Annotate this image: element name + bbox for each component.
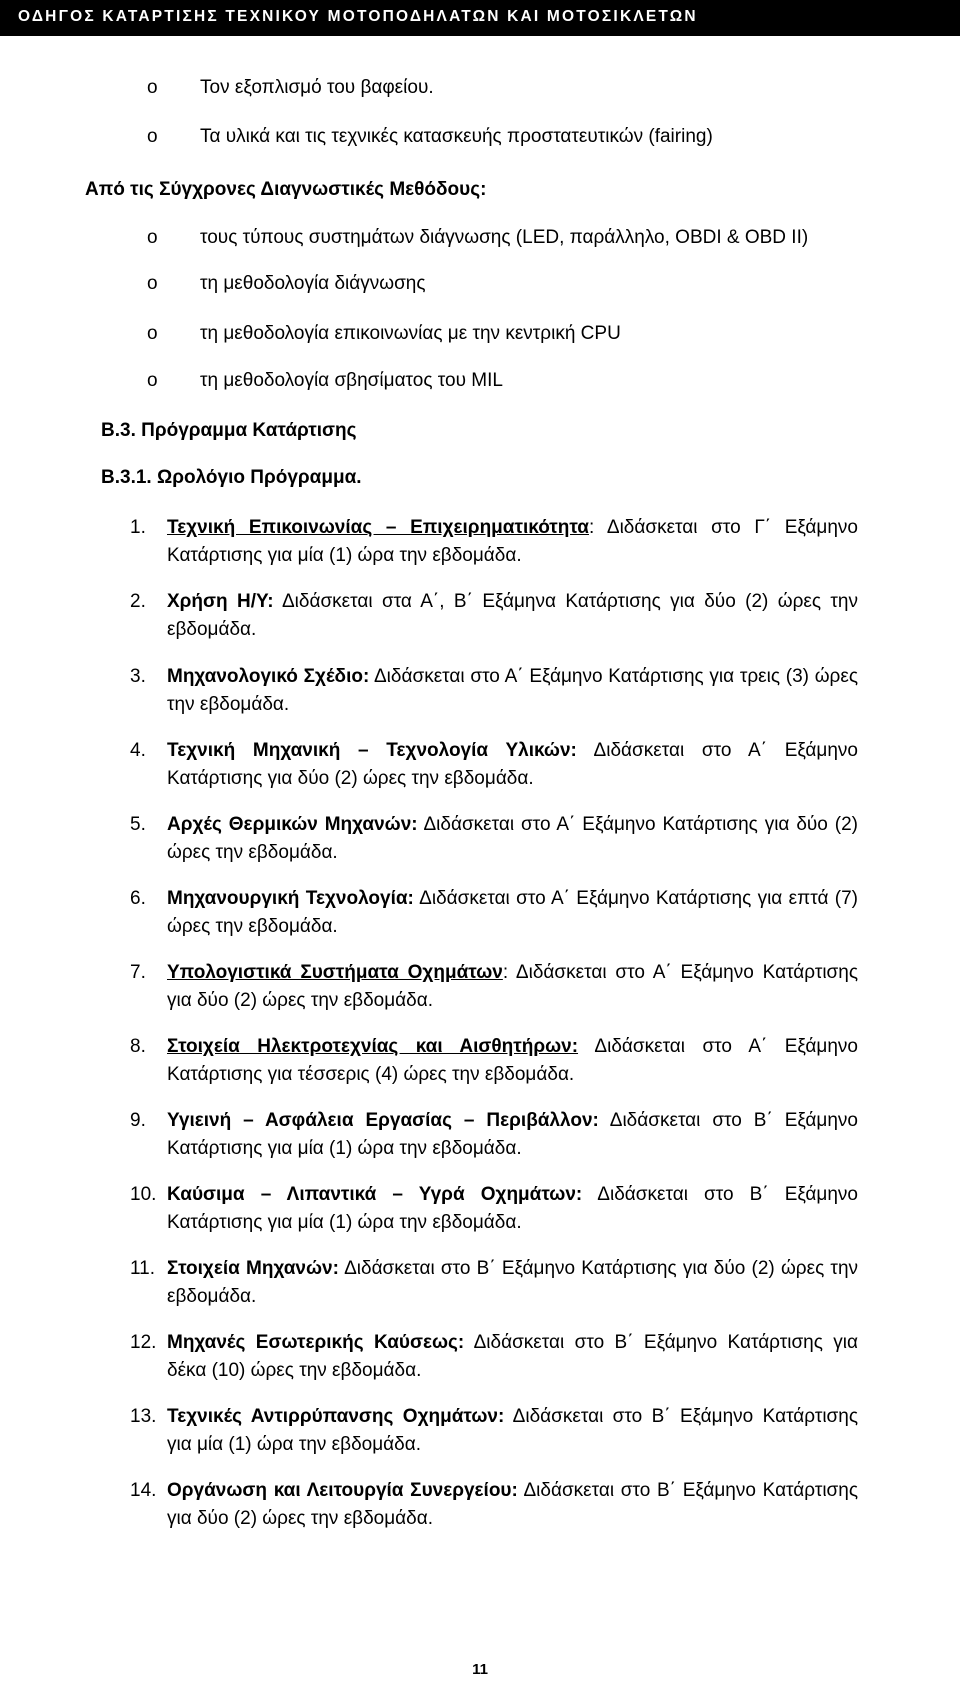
bullet-text: τη μεθοδολογία σβησίματος του MIL	[200, 370, 503, 391]
course-name: Τεχνικές Αντιρρύπανσης Οχημάτων:	[167, 1406, 505, 1427]
course-name: Τεχνική Μηχανική – Τεχνολογία Υλικών:	[167, 740, 577, 761]
course-number: 4.	[130, 740, 146, 761]
course-description: Διδάσκεται στο Α΄ Εξάμηνο Κατάρτισης για δύο (2) ώρες την εβδομάδα.	[167, 962, 859, 1011]
course-number: 6.	[130, 888, 146, 909]
course-description: Διδάσκεται στο Β΄ Εξάμηνο Κατάρτισης για μία (1) ώρα την εβδομάδα.	[167, 1184, 858, 1233]
course-number: 11.	[130, 1258, 156, 1279]
course-description: Διδάσκεται στα Α΄, Β΄ Εξάμηνα Κατάρτισης για δύο (2) ώρες την εβδομάδα.	[167, 591, 858, 640]
bullet-text: τους τύπους συστημάτων διάγνωσης (LED, παράλληλο, OBDI & OBD II)	[200, 227, 809, 248]
diagnostics-heading: Από τις Σύγχρονες Διαγνωστικές Μεθόδους:	[85, 179, 487, 200]
course-description: Διδάσκεται στο Β΄ Εξάμηνο Κατάρτισης για μία (1) ώρα την εβδομάδα.	[167, 1110, 858, 1159]
bullet-text: Τον εξοπλισμό του βαφείου.	[200, 77, 434, 98]
course-number: 14.	[130, 1480, 157, 1501]
course-name: Υπολογιστικά Συστήματα Οχημάτων	[167, 962, 503, 983]
course-name: Μηχανουργική Τεχνολογία:	[167, 888, 414, 909]
course-item	[130, 1403, 858, 1459]
course-item	[130, 514, 858, 570]
course-name: Οργάνωση και Λειτουργία Συνεργείου:	[167, 1480, 518, 1501]
course-name: Χρήση Η/Υ:	[167, 591, 274, 612]
course-description: Διδάσκεται στο Β΄ Εξάμηνο Κατάρτισης για δέκα (10) ώρες την εβδομάδα.	[167, 1332, 858, 1381]
bullet-text: τη μεθοδολογία επικοινωνίας με την κεντρική CPU	[200, 323, 621, 344]
course-separator: :	[589, 517, 595, 538]
bullet-marker: o	[147, 227, 158, 248]
section-heading-b3: Β.3. Πρόγραμμα Κατάρτισης	[101, 420, 357, 441]
bullet-text: τη μεθοδολογία διάγνωσης	[200, 273, 426, 294]
bullet-marker: o	[147, 273, 158, 294]
course-description: Διδάσκεται στο Β΄ Εξάμηνο Κατάρτισης για μία (1) ώρα την εβδομάδα.	[167, 1406, 859, 1455]
course-number: 8.	[130, 1036, 146, 1057]
course-item	[130, 1255, 858, 1311]
course-description: Διδάσκεται στο Α΄ Εξάμηνο Κατάρτισης για επτά (7) ώρες την εβδομάδα.	[167, 888, 859, 937]
section-heading-b31: Β.3.1. Ωρολόγιο Πρόγραμμα.	[101, 467, 362, 488]
course-separator: :	[502, 962, 509, 983]
course-item	[130, 885, 858, 941]
course-description: Διδάσκεται στο Α΄ Εξάμηνο Κατάρτισης για τρεις (3) ώρες την εβδομάδα.	[167, 666, 858, 715]
course-number: 1.	[130, 517, 146, 538]
course-item	[130, 1033, 858, 1089]
course-name: Μηχανολογικό Σχέδιο:	[167, 666, 370, 687]
course-name: Μηχανές Εσωτερικής Καύσεως:	[167, 1332, 465, 1353]
course-name: Αρχές Θερμικών Μηχανών:	[167, 814, 418, 835]
course-description: Διδάσκεται στο Α΄ Εξάμηνο Κατάρτισης για δύο (2) ώρες την εβδομάδα.	[167, 814, 858, 863]
course-description: Διδάσκεται στο Γ΄ Εξάμηνο Κατάρτισης για μία (1) ώρα την εβδομάδα.	[167, 517, 858, 566]
header-title: ΟΔΗΓΟΣ ΚΑΤΑΡΤΙΣΗΣ ΤΕΧΝΙΚΟΥ ΜΟΤΟΠΟΔΗΛΑΤΩΝ ΚΑΙ ΜΟΤΟΣΙΚΛΕΤΩΝ	[18, 8, 698, 25]
course-item	[130, 663, 858, 719]
course-item	[130, 811, 858, 867]
page-number: 11	[472, 1661, 488, 1678]
course-description: Διδάσκεται στο Β΄ Εξάμηνο Κατάρτισης για δύο (2) ώρες την εβδομάδα.	[167, 1258, 859, 1307]
course-name: Τεχνική Επικοινωνίας – Επιχειρηματικότητα	[167, 517, 589, 538]
bullet-marker: o	[147, 323, 158, 344]
course-item	[130, 1107, 858, 1163]
course-number: 9.	[130, 1110, 146, 1131]
course-name: Υγιεινή – Ασφάλεια Εργασίας – Περιβάλλον:	[167, 1110, 599, 1131]
bullet-marker: o	[147, 126, 158, 147]
course-item	[130, 1181, 858, 1237]
course-number: 5.	[130, 814, 146, 835]
course-item	[130, 588, 858, 644]
course-number: 2.	[130, 591, 146, 612]
course-number: 12.	[130, 1332, 157, 1353]
course-name: Στοιχεία Ηλεκτροτεχνίας και Αισθητήρων:	[167, 1036, 579, 1057]
course-description: Διδάσκεται στο Α΄ Εξάμηνο Κατάρτισης για τέσσερις (4) ώρες την εβδομάδα.	[167, 1036, 858, 1085]
bullet-marker: o	[147, 370, 158, 391]
course-item	[130, 1477, 858, 1533]
bullet-text: Τα υλικά και τις τεχνικές κατασκευής προστατευτικών (fairing)	[200, 126, 713, 147]
course-number: 7.	[130, 962, 146, 983]
course-name: Στοιχεία Μηχανών:	[167, 1258, 339, 1279]
course-number: 10.	[130, 1184, 157, 1205]
page-header	[0, 0, 960, 36]
course-name: Καύσιμα – Λιπαντικά – Υγρά Οχημάτων:	[167, 1184, 583, 1205]
course-item	[130, 959, 858, 1015]
course-description: Διδάσκεται στο Α΄ Εξάμηνο Κατάρτισης για δύο (2) ώρες την εβδομάδα.	[167, 740, 858, 789]
course-number: 13.	[130, 1406, 157, 1427]
course-item	[130, 737, 858, 793]
course-description: Διδάσκεται στο Β΄ Εξάμηνο Κατάρτισης για δύο (2) ώρες την εβδομάδα.	[167, 1480, 858, 1529]
bullet-marker: o	[147, 77, 158, 98]
course-item	[130, 1329, 858, 1385]
course-number: 3.	[130, 666, 146, 687]
